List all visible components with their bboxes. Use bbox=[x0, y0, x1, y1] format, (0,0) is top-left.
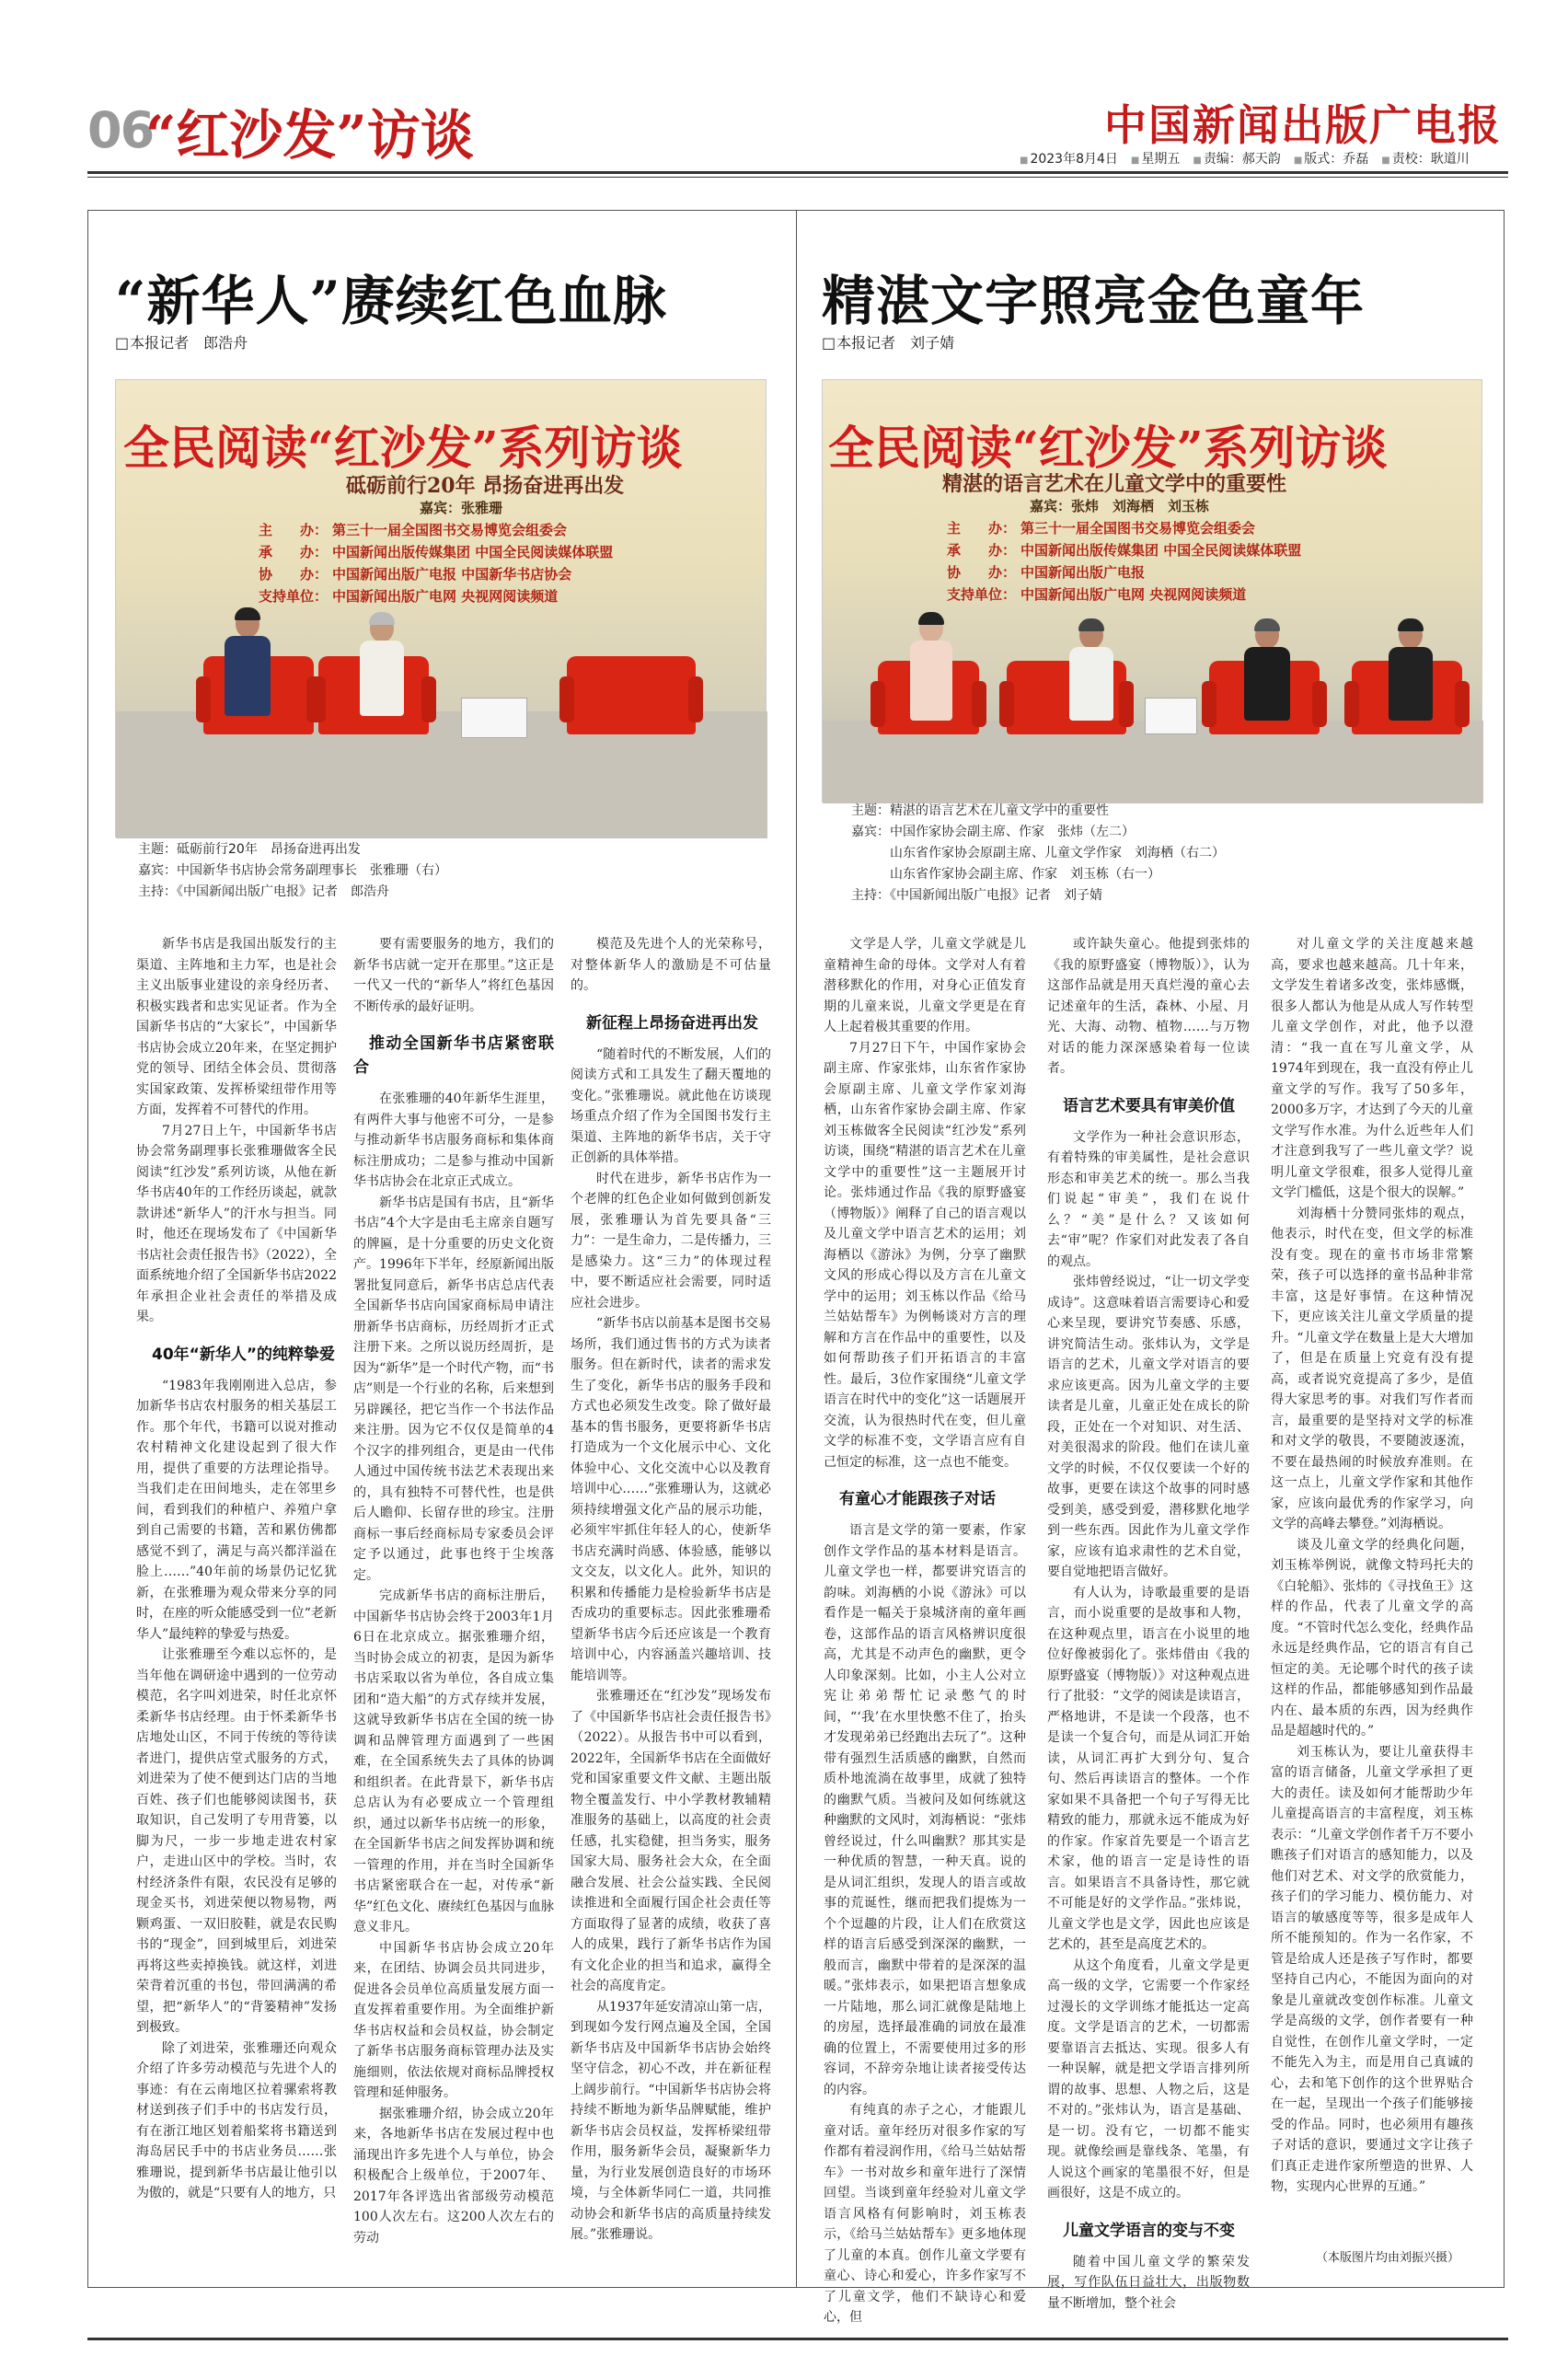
body-paragraph: 新华书店是我国出版发行的主渠道、主阵地和主力军，也是社会主义出版事业建设的亲身经历者、积极实践者和忠实见证者。作为全国新华书店的“大家长”，中国新华书店协会成立20年来，在坚定拥护党的领导、团结全体会员、贯彻落实国家政策、发挥桥梁纽带作用等方面，发挥着不可替代的作用。 bbox=[136, 937, 337, 1117]
header-rule bbox=[87, 171, 1508, 174]
right-banner-sub: 精湛的语言艺术在儿童文学中的重要性 bbox=[942, 472, 1287, 496]
body-paragraph: 在张雅珊的40年新华生涯里，有两件大事与他密不可分，一是参与推动新华书店服务商标和集体商标注册成功；二是参与推动中国新华书店协会在北京正式成立。 bbox=[353, 1091, 554, 1189]
subheading: 推动全国新华书店紧密联合 bbox=[353, 1034, 554, 1077]
body-paragraph: 或许缺失童心。他提到张炜的《我的原野盛宴（博物版）》，认为这部作品就是用天真烂漫的童心去记述童年的生活，森林、小屋、月光、大海、动物、植物……与万物对话的能力深深感染着每一位读者。 bbox=[1047, 937, 1250, 1076]
body-paragraph: 文学是人学，儿童文学就是儿童精神生命的母体。文学对人有着潜移默化的作用，对身心正值发育期的儿童来说，儿童文学更是在育人上起着极其重要的作用。 bbox=[824, 937, 1026, 1034]
red-sofa-far bbox=[567, 656, 696, 734]
body-paragraph: 时代在进步，新华书店作为一个老牌的红色企业如何做到创新发展，张雅珊认为首先要具备“三力”：一是生命力，二是传播力，三是感染力。这“三力”的体现过程中，要不断适应社会需要，同时适应社会进步。 bbox=[571, 1171, 771, 1311]
body-paragraph: 除了刘进荣，张雅珊还向观众介绍了许多劳动模范与先进个人的事迹：有在云南地区拉着骡索将教材送到孩子们手中的书店发行员，有在浙江地区划着船桨将书籍送到海岛居民手中的书店业务员……张雅珊说，提到新华书店最让他引以为傲的，就是“只要有人的地方，只 bbox=[136, 2040, 337, 2200]
editor-credit: ■ 责编：郝天韵 bbox=[1193, 149, 1280, 167]
body-paragraph: 语言是文学的第一要素，作家创作文学作品的基本材料是语言。儿童文学也一样，都要讲究语言的韵味。刘海栖的小说《游泳》可以看作是一幅关于泉城济南的童年画卷，这部作品的语言风格辨识度很高，尤其是不动声色的幽默，更令人印象深刻。比如，小主人公对立宪让弟弟帮忙记录憋气的时间，“‘我’在水里快憋不住了，抬头才发现弟弟已经跑出去玩了”。这种带有强烈生活质感的幽默，自然而质朴地流淌在故事里，成就了独特的幽默气质。当被问及如何练就这种幽默的文风时，刘海栖说：“张炜曾经说过，什么叫幽默？那其实是一种优质的智慧，一种天真。说的是从词汇组织，发现人的语言或故事的荒诞性，继而把我们提炼为一个个逗趣的片段，让人们在欣赏这样的语言后感受到深深的幽默，一般而言，幽默中带着的是深深的温暖。”张炜表示，如果把语言想象成一片陆地，那么词汇就像是陆地上的房屋，选择最准确的词放在最准确的位置上，不需要使用过多的形容词，不辞旁杂地让读者接受传达的内容。 bbox=[824, 1523, 1026, 2097]
body-paragraph: 从这个角度看，儿童文学是更高一级的文学，它需要一个作家经过漫长的文学训练才能抵达一定高度。文学是语言的艺术，一切都需要靠语言去抵达、实现。很多人有一种误解，就是把文学语言排列所谓的故事、思想、人物之后，这是不对的。”张炜认为，语言是基础、是一切。没有它，一切都不能实现。就像绘画是靠线条、笔墨，有人说这个画家的笔墨很不好，但是画很好，这是不成立的。 bbox=[1047, 1957, 1250, 2200]
right-article-photo bbox=[822, 379, 1482, 803]
guest-figure bbox=[360, 615, 404, 716]
issue-weekday: ■ 星期五 bbox=[1131, 149, 1180, 167]
body-paragraph: 文学作为一种社会意识形态，有着特殊的审美属性，是社会意识形态和审美艺术的统一。那么当我们说起“审美”，我们在说什么？“美”是什么？又该如何去“审”呢？作家们对此发表了各自的观点。 bbox=[1047, 1129, 1250, 1269]
body-paragraph: 刘玉栋认为，要让儿童获得丰富的语言储备，儿童文学承担了更大的责任。读及如何才能帮助少年儿童提高语言的丰富程度，刘玉栋表示：“儿童文学创作者千万不要小瞧孩子们对语言的感知能力，以及他们对艺术、对文学的欣赏能力，孩子们的学习能力、模仿能力、对语言的敏感度等等，很多是成年人所不能预知的。作为一名作家，不管是给成人还是孩子写作时，都要坚持自己内心，不能因为面向的对象是儿童就改变创作标准。儿童文学是高级的文学，创作者要有一种自觉性，在创作儿童文学时，一定不能先入为主，而是用自己真诚的心，去和笔下创作的这个世界贴合在一起，呈现出一个孩子们能够接受的作品。同时，也必须用有趣孩子对话的意识，要通过文字让孩子们真正走进作家所塑造的世界、人物，实现内心世界的互通。” bbox=[1271, 1744, 1473, 2194]
right-banner-guest: 嘉宾：张炜 刘海栖 刘玉栋 bbox=[1030, 498, 1210, 514]
right-article-title: 精湛文字照亮金色童年 bbox=[822, 270, 1366, 332]
left-banner-sub: 砥砺前行20年 昂扬奋进再出发 bbox=[346, 474, 625, 498]
host-figure bbox=[225, 610, 271, 716]
body-paragraph: 让张雅珊至今难以忘怀的，是当年他在调研途中遇到的一位劳动模范，名字叫刘进荣，时任北京怀柔新华书店经理。由于怀柔新华书店地处山区，不同于传统的等待读者进门，提供店堂式服务的方式，刘进荣为了使不便到达门店的当地百姓、孩子们也能够阅读图书，获取知识，自己发明了专用背篓，以脚为尺，一步一步地走进农村家户，走进山区中的学校。当时，农村经济条件有限，农民没有足够的现金买书，刘进荣便以物易物，两颗鸡蛋、一双旧胶鞋，就是农民购书的“现金”，回到城里后，刘进荣再将这些卖掉换钱。就这样，刘进荣背着沉重的书包，带回满满的希望，把“新华人”的“背篓精神”发扬到极致。 bbox=[136, 1647, 337, 2035]
proof-credit: ■ 责校：耿道川 bbox=[1381, 149, 1469, 167]
photo-credit: （本版图片均由刘振兴摄） bbox=[1316, 2251, 1460, 2265]
subheading: 有童心才能跟孩子对话 bbox=[839, 1490, 996, 1508]
body-paragraph: 有纯真的赤子之心，才能跟儿童对话。童年经历对很多作家的写作都有着浸润作用，《给马兰姑姑帮车》一书对故乡和童年进行了深情回望。当谈到童年经验对儿童文学语言风格有何影响时，刘玉栋表示，《给马兰姑姑帮车》更多地体现了儿童的本真。创作儿童文学要有童心、诗心和爱心，许多作家写不了儿童文学，他们不缺诗心和爱心，但 bbox=[824, 2103, 1026, 2325]
right-banner-main: 全民阅读“红沙发”系列访谈 bbox=[828, 421, 1388, 475]
newspaper-masthead: 中国新闻出版广电报 bbox=[1104, 100, 1502, 150]
right-article-column-2 bbox=[1047, 934, 1250, 2311]
guest-figure-3 bbox=[1389, 621, 1433, 721]
header-rule-thin bbox=[87, 177, 1508, 178]
issue-meta bbox=[1020, 149, 1507, 167]
layout-credit: ■ 版式：乔磊 bbox=[1294, 149, 1368, 167]
side-table bbox=[461, 698, 527, 738]
left-article-column-3 bbox=[571, 934, 771, 2278]
body-paragraph: 模范及先进个人的光荣称号，对整体新华人的激励是不可估量的。 bbox=[571, 937, 771, 993]
footer-rule bbox=[87, 2338, 1508, 2340]
right-article-byline: □ 本报记者 刘子婧 bbox=[822, 331, 954, 352]
right-banner-org-4: 支持单位： 中国新闻出版广电网 央视网阅读频道 bbox=[947, 586, 1247, 603]
left-photo-caption: 主题：砥砺前行20年 昂扬奋进再出发 嘉宾：中国新华书店协会常务副理事长 张雅珊（右） 主持：《中国新闻出版广电报》记者 郎浩舟 bbox=[138, 842, 447, 899]
body-paragraph: 7月27日下午，中国作家协会副主席、作家张炜，山东省作家协会原副主席、儿童文学作家刘海栖，山东省作家协会副主席、作家刘玉栋做客全民阅读“红沙发”系列访谈，围绕“精湛的语言艺术在儿童文学中的重要性”这一主题展开讨论。张炜通过作品《我的原野盛宴（博物版）》阐释了自己的语言观以及儿童文学中语言艺术的运用；刘海栖以《游泳》为例，分享了幽默文风的形成心得以及方言在儿童文学中的运用；刘玉栋以作品《给马兰姑姑帮车》为例畅谈对方言的理解和方言在作品中的重要性，以及如何帮助孩子们开拓语言的丰富性。最后，3位作家围绕“儿童文学语言在时代中的变化”这一话题展开交流，认为很热时代在变，但儿童文学的标准不变，文学语言应有自己恒定的标准，这一点也不能变。 bbox=[824, 1040, 1026, 1470]
left-article-column-2 bbox=[353, 934, 554, 2278]
left-banner-org-3: 协 办： 中国新闻出版广电报 中国新华书店协会 bbox=[259, 566, 572, 583]
left-article-title: “新华人”赓续红色血脉 bbox=[115, 270, 667, 332]
guest-figure-1 bbox=[1069, 621, 1113, 721]
subheading: 40年“新华人”的纯粹挚爱 bbox=[152, 1345, 336, 1364]
body-paragraph: 从1937年延安清凉山第一店，到现如今发行网点遍及全国，全国新华书店及中国新华书店协会始终坚守信念，初心不改，并在新征程上阔步前行。“中国新华书店协会将持续不断地为新华品牌赋能，维护新华书店会员权益，发挥桥梁纽带作用，服务新华会员，凝聚新华力量，为行业发展创造良好的市场环境，与全体新华同仁一道，共同推动协会和新华书店的高质量持续发展。”张雅珊说。 bbox=[571, 1999, 771, 2242]
body-paragraph: 据张雅珊介绍，协会成立20年来，各地新华书店在发展过程中也涌现出许多先进个人与单位，协会积极配合上级单位，于2007年、2017年各评选出省部级劳动模范100人次左右。这200人次左右的劳动 bbox=[353, 2106, 554, 2246]
body-paragraph: 张炜曾经说过，“让一切文学变成诗”。这意味着语言需要诗心和爱心来呈现，要讲究节奏感、乐感，讲究简洁生动。张炜认为，文学是语言的艺术，儿童文学对语言的要求应该更高。因为儿童文学的主要读者是儿童，儿童正处在成长的阶段，正处在一个对知识、对生活、对美很渴求的阶段。他们在读儿童文学的时候，不仅仅要读一个好的故事，更要在读这个故事的同时感受到美，感受到爱，潜移默化地学到一些东西。因此作为儿童文学作家，应该有追求肃性的艺术自觉，要自觉地把语言做好。 bbox=[1047, 1275, 1250, 1579]
right-banner-org-3: 协 办： 中国新闻出版广电报 bbox=[947, 564, 1146, 581]
right-article-column-3 bbox=[1271, 934, 1473, 2241]
right-article-column-1 bbox=[824, 934, 1026, 2325]
left-article-column-1 bbox=[136, 934, 337, 2278]
body-paragraph: 刘海栖十分赞同张炜的观点，他表示，时代在变，但文学的标准没有变。现在的童书市场非常繁荣，孩子可以选择的童书品种非常丰富，这是好事情。在这种情况下，更应该关注儿童文学质量的提升。“儿童文学在数量上是大大增加了，但是在质量上究竟有没有提高，或者说究竟提高了多少，是值得大家思考的事。对我们写作者而言，最重要的是坚持对文学的标准和对文学的敬畏，不要随波逐流，不要在最热闹的时候放弃准则。在这一点上，儿童文学作家和其他作家，应该向最优秀的作家学习，向文学的高峰去攀登。”刘海栖说。 bbox=[1271, 1206, 1473, 1531]
left-banner-org-4: 支持单位： 中国新闻出版广电网 央视网阅读频道 bbox=[259, 588, 559, 605]
body-paragraph: 7月27日上午，中国新华书店协会常务副理事长张雅珊做客全民阅读“红沙发”系列访谈，从他在新华书店40年的工作经历谈起，就款款讲述“新华人”的汗水与担当。同时，他还在现场发布了《中国新华书店社会责任报告书》（2022），全面系统地介绍了全国新华书店2022年承担企业社会责任的举措及成果。 bbox=[136, 1123, 337, 1324]
body-paragraph: 谈及儿童文学的经典化问题，刘玉栋举例说，就像文特玛托夫的《白轮船》、张炜的《寻找鱼王》这样的作品，代表了儿童文学的高度。“不管时代怎么变化，经典作品永远是经典作品，它的语言有自己恒定的美。无论哪个时代的孩子读这样的作品，都能够感知到作品最内在、最本质的东西，因为经典作品是超越时代的。” bbox=[1271, 1537, 1473, 1738]
body-paragraph: 随着中国儿童文学的繁荣发展，写作队伍日益壮大，出版物数量不断增加，整个社会 bbox=[1047, 2254, 1250, 2311]
host-figure bbox=[910, 615, 952, 721]
left-banner-org-1: 主 办： 第三十一届全国图书交易博览会组委会 bbox=[259, 522, 568, 538]
body-paragraph: 中国新华书店协会成立20年来，在团结、协调会员共同进步，促进各会员单位高质量发展方面一直发挥着重要作用。为全面维护新华书店权益和会员权益，协会制定了新华书店服务商标管理办法及实施细则，依法依规对商标品牌授权管理和延伸服务。 bbox=[353, 1940, 554, 2100]
left-banner-main: 全民阅读“红沙发”系列访谈 bbox=[123, 421, 683, 475]
body-paragraph: “1983年我刚刚进入总店，参加新华书店农村服务的相关基层工作。那个年代，书籍可以说对推动农村精神文化建设起到了很大作用，提供了重要的方法理论指导。当我们走在田间地头，走在邻里乡间，看到我们的种植户、养殖户拿到自己需要的书籍，苦和累仿佛都感觉不到了，满足与高兴都洋溢在脸上……”40年前的场景仍记忆犹新，在张雅珊为观众带来分享的同时，在座的听众能感受到一位“老新华人”最纯粹的挚爱与热爱。 bbox=[136, 1378, 337, 1642]
body-paragraph: 有人认为，诗歌最重要的是语言，而小说重要的是故事和人物，在这种观点里，语言在小说里的地位好像被弱化了。张炜借由《我的原野盛宴（博物版）》对这种观点进行了批驳：“文学的阅读是读语言，严格地讲，不是读一个段落，也不是读一个复合句，而是从词汇开始读，从词汇再扩大到分句、复合句、然后再读语言的整体。一个作家如果不具备把一个句子写得无比精致的能力，那就永远不能成为好的作家。作家首先要是一个语言艺术家，他的语言一定是诗性的语言。如果语言不具备诗性，那它就不可能是好的文学作品。”张炜说，儿童文学也是文学，因此也应该是艺术的，甚至是高度艺术的。 bbox=[1047, 1585, 1250, 1952]
left-banner-guest: 嘉宾：张雅珊 bbox=[420, 500, 503, 516]
right-banner-org-1: 主 办： 第三十一届全国图书交易博览会组委会 bbox=[947, 520, 1256, 537]
body-paragraph: 完成新华书店的商标注册后，中国新华书店协会终于2003年1月6日在北京成立。据张雅珊介绍，当时协会成立的初衷，是因为新华书店采取以省为单位，各自成立集团和“造大船”的方式存续并发展，这就导致新华书店在全国的统一协调和品牌管理方面遇到了一些困难，在全国系统失去了具体的协调和组织者。在此背景下，新华书店总店认为有必要成立一个管理组织，通过以新华书店统一的形象，在全国新华书店之间发挥协调和统一管理的作用，并在当时全国新华书店紧密联合在一起，对传承“新华”红色文化、赓续红色基因与血脉意义非凡。 bbox=[353, 1588, 554, 1934]
section-title: “红沙发”访谈 bbox=[145, 104, 474, 167]
issue-date: ■ 2023年8月4日 bbox=[1020, 149, 1118, 167]
body-paragraph: 要有需要服务的地方，我们的新华书店就一定开在那里。”这正是一代又一代的“新华人”将红色基因不断传承的最好证明。 bbox=[353, 937, 554, 1014]
subheading: 新征程上昂扬奋进再出发 bbox=[586, 1013, 758, 1033]
column-divider bbox=[796, 210, 797, 2288]
page-number: 06 bbox=[87, 101, 154, 159]
body-paragraph: “随着时代的不断发展，人们的阅读方式和工具发生了翻天覆地的变化。”张雅珊说。就此他在访谈现场重点介绍了作为全国图书发行主渠道、主阵地的新华书店，关于守正创新的具体举措。 bbox=[571, 1046, 771, 1165]
body-paragraph: 新华书店是国有书店，且“新华书店”4个大字是由毛主席亲自题写的牌匾，是十分重要的历史文化资产。1996年下半年，经原新闻出版署批复同意后，新华书店总店代表全国新华书店向国家商标局申请注册新华书店商标，历经周折才正式注册下来。之所以说历经周折，是因为“新华”是一个时代产物，而“书店”则是一个行业的名称，后来想到另辟蹊径，把它当作一个书法作品来注册。因为它不仅仅是简单的4个汉字的排列组合，更是由一代伟人通过中国传统书法艺术表现出来的，具有独特不可替代性，也是供后人瞻仰、长留存世的珍宝。注册商标一事后经商标局专家委员会评定予以通过，此事也终于尘埃落定。 bbox=[353, 1195, 554, 1583]
body-paragraph: 张雅珊还在“红沙发”现场发布了《中国新华书店社会责任报告书》（2022）。从报告书中可以看到，2022年，全国新华书店在全面做好党和国家重要文件文献、主题出版物全覆盖发行、中小学教材教辅精准服务的基础上，以高度的社会责任感，扎实稳健，担当务实，服务国家大局、服务社会大众，在全面融合发展、社会公益实践、全民阅读推进和全面履行国企社会责任等方面取得了显著的成绩，收获了喜人的成果，践行了新华书店作为国有文化企业的担当和追求，赢得全社会的高度肯定。 bbox=[571, 1689, 771, 1993]
subheading: 语言艺术要具有审美价值 bbox=[1063, 1096, 1235, 1115]
body-paragraph: 对儿童文学的关注度越来越高，要求也越来越高。几十年来，文学发生着诸多改变，张炜感慨，很多人都认为他是从成人写作转型儿童文学创作，对此，他予以澄清：“我一直在写儿童文学，从1974年到现在，我一直没有停止儿童文学的写作。我写了50多年，2000多万字，才达到了今天的儿童文学写作水准。为什么近些年人们才注意到我写了一些儿童文学？说明儿童文学很难，很多人觉得儿童文学门槛低，这是个很大的误解。” bbox=[1271, 937, 1473, 1200]
subheading: 儿童文学语言的变与不变 bbox=[1063, 2221, 1235, 2240]
side-table bbox=[1145, 698, 1197, 734]
left-article-photo bbox=[115, 379, 767, 837]
right-banner-org-2: 承 办： 中国新闻出版传媒集团 中国全民阅读媒体联盟 bbox=[947, 542, 1302, 559]
right-photo-caption: 主题：精湛的语言艺术在儿童文学中的重要性 嘉宾：中国作家协会副主席、作家 张炜（左二） 山东省作家协会原副主席、儿童文学作家 刘海栖（右二） 山东省作家协会副主席、作家 刘玉栋（右一） 主持：《中国新闻出版广电报》记者 刘子婧 bbox=[851, 803, 1225, 903]
left-banner-org-2: 承 办： 中国新闻出版传媒集团 中国全民阅读媒体联盟 bbox=[259, 544, 614, 560]
body-paragraph: “新华书店以前基本是图书交易场所，我们通过售书的方式为读者服务。但在新时代，读者的需求发生了变化，新华书店的服务手段和方式也必须发生改变。除了做好最基本的售书服务，更要将新华书店打造成为一个文化展示中心、文化体验中心、文化交流中心以及教育培训中心……”张雅珊认为，这就必须持续增强文化产品的展示功能，必须牢牢抓住年轻人的心，使新华书店充满时尚感、体验感，能够以文交友，以文化人。此外，知识的积累和传播能力是检验新华书店是否成功的重要标志。因此张雅珊希望新华书店今后还应该是一个教育培训中心，内容涵盖兴趣培训、技能培训等。 bbox=[571, 1316, 771, 1683]
left-article-byline: □ 本报记者 郎浩舟 bbox=[115, 331, 248, 352]
guest-figure-2 bbox=[1244, 621, 1290, 721]
